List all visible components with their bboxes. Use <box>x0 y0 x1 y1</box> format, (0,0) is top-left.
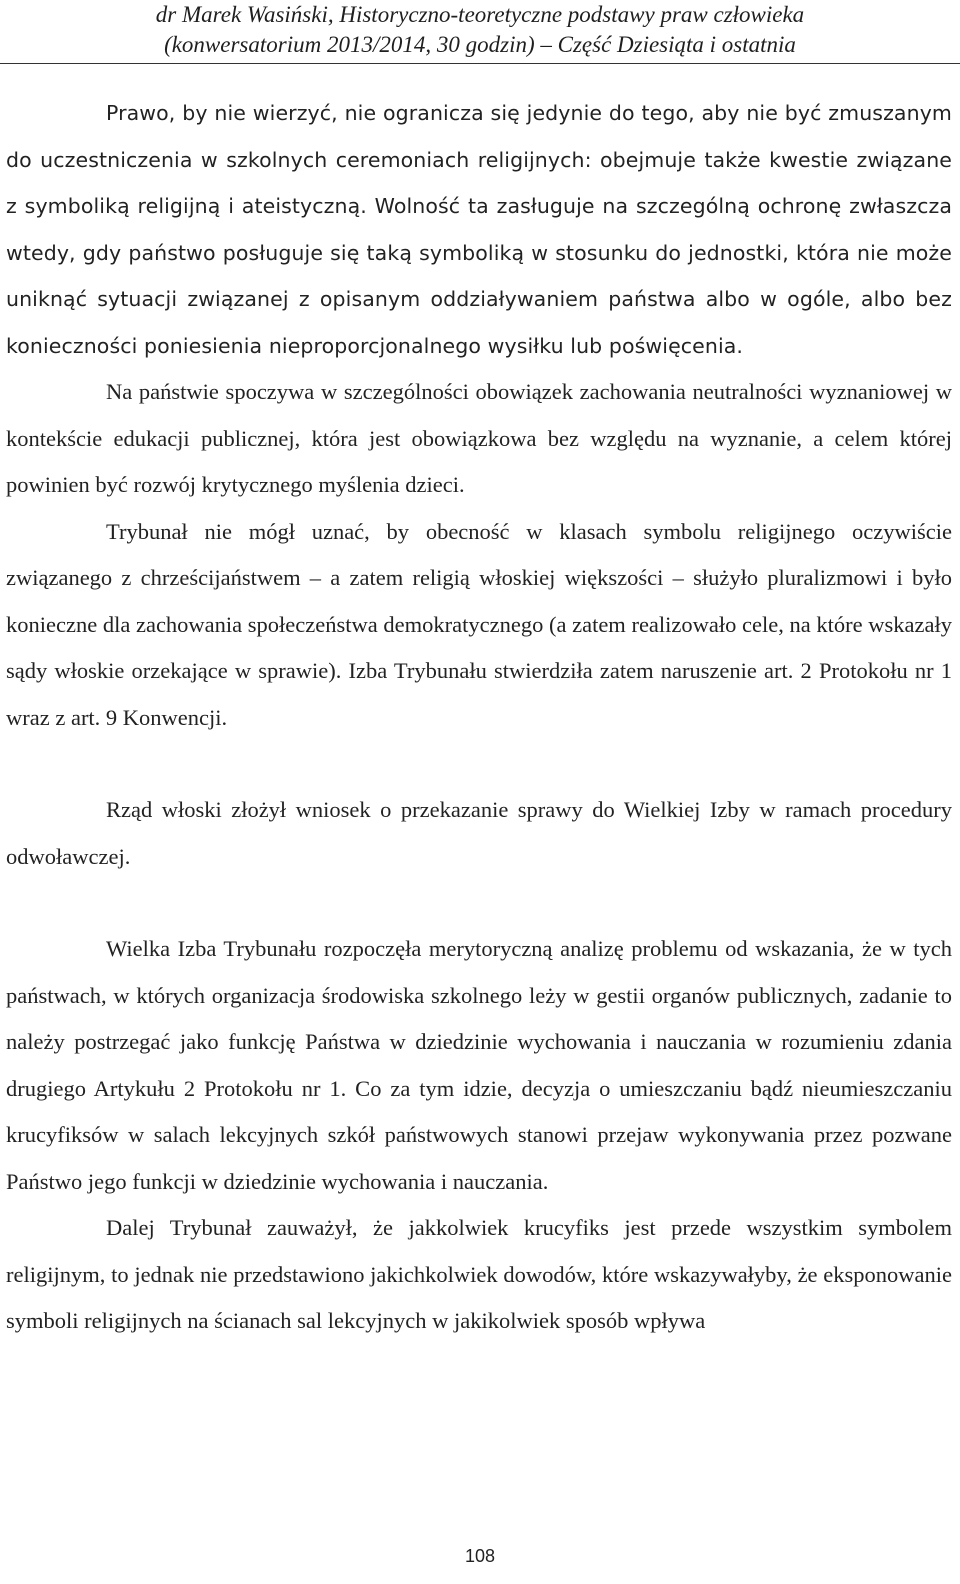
paragraph-6: Dalej Trybunał zauważył, że jakkolwiek krucyfiks jest przede wszystkim symbolem religijnym, to jednak nie przedstawiono jakichkolwiek dowodów, które wskazywałyby, że eksponowanie symboli religijnych na ścianach sal lekcyjnych w jakikolwiek sposób wpływa <box>6 1215 952 1333</box>
paragraph-1: Prawo, by nie wierzyć, nie ogranicza się jedynie do tego, aby nie być zmuszanym do uczestniczenia w szkolnych ceremoniach religijnych: obejmuje także kwestie związane z symboliką religijną i ateistyczną. Wolność ta zasługuje na szczególną ochronę zwłaszcza wtedy, gdy państwo posługuje się taką symboliką w stosunku do jednostki, która nie może uniknąć sytuacji związanej z opisanym oddziaływaniem państwa albo w ogóle, albo bez konieczności poniesienia nieproporcjonalnego wysiłku lub poświęcenia. <box>6 101 952 358</box>
paragraph-4: Rząd włoski złożył wniosek o przekazanie sprawy do Wielkiej Izby w ramach procedury odwoławczej. <box>6 797 952 869</box>
paragraph-5: Wielka Izba Trybunału rozpoczęła merytoryczną analizę problemu od wskazania, że w tych państwach, w których organizacja środowiska szkolnego leży w gestii organów publicznych, zadanie to należy postrzegać jako funkcję Państwa w dziedzinie wychowania i nauczania w rozumieniu zdania drugiego Artykułu 2 Protokołu nr 1. Co za tym idzie, decyzja o umieszczaniu bądź nieumieszczaniu krucyfiksów w salach lekcyjnych szkół państwowych stanowi przejaw wykonywania przez pozwane Państwo jego funkcji w dziedzinie wychowania i nauczania. <box>6 936 952 1194</box>
page-number: 108 <box>464 1546 496 1566</box>
header-line-2: (konwersatorium 2013/2014, 30 godzin) – Część Dziesiąta i ostatnia <box>164 32 796 57</box>
running-header <box>0 0 960 60</box>
paragraph-spacer <box>6 741 952 787</box>
paragraph-spacer <box>6 880 952 926</box>
document-body <box>6 90 952 1345</box>
header-line-1: dr Marek Wasiński, Historyczno-teoretyczne podstawy praw człowieka <box>155 2 805 27</box>
paragraph-3: Trybunał nie mógł uznać, by obecność w klasach symbolu religijnego oczywiście związanego z chrześcijaństwem – a zatem religią włoskiej większości – służyło pluralizmowi i było konieczne dla zachowania społeczeństwa demokratycznego (a zatem realizowało cele, na które wskazały sądy włoskie orzekające w sprawie). Izba Trybunału stwierdziła zatem naruszenie art. 2 Protokołu nr 1 wraz z art. 9 Konwencji. <box>6 518 952 730</box>
header-divider <box>0 63 960 64</box>
paragraph-2: Na państwie spoczywa w szczególności obowiązek zachowania neutralności wyznaniowej w kontekście edukacji publicznej, która jest obowiązkowa bez względu na wyznanie, a celem której powinien być rozwój krytycznego myślenia dzieci. <box>6 379 952 497</box>
